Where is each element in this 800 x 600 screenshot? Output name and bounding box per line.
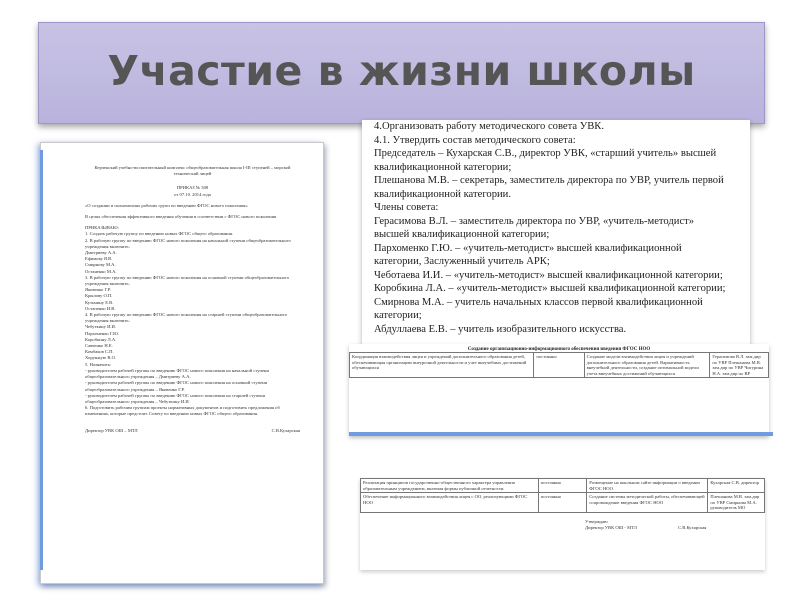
council-line: Члены совета: bbox=[374, 202, 439, 213]
table-cell: Плешанова М.В. зам.дир по УВР Смирнова М.А. руководитель МО bbox=[708, 493, 765, 513]
council-line: квалификационной категории; bbox=[374, 161, 512, 173]
signature-right: С.В.Кухарская bbox=[271, 427, 300, 433]
order-line: Дмитриеву А.А. bbox=[85, 250, 117, 256]
order-line: Пархоменко Г.Ю. bbox=[85, 330, 119, 336]
order-document-body bbox=[85, 165, 300, 434]
order-line: 1. Создать рабочую группу по введению новых ФГОС общего образования. bbox=[85, 231, 234, 237]
table-cell: Размещение на школьном сайте информации о введении ФГОС НОО. bbox=[587, 479, 708, 493]
order-line: Коробкину Л.А. bbox=[85, 336, 117, 342]
order-line: Комбаков С.П. bbox=[85, 349, 114, 355]
council-line: Герасимова В.Л. – заместитель директора по УВР, «учитель-методист» bbox=[374, 215, 695, 227]
order-line: 3. В рабочую группу по введению ФГОС нового поколения на основной ступени общеобразовательного учреждения включить: bbox=[85, 274, 290, 287]
order-line: Чебуткину И.И. bbox=[85, 324, 117, 330]
order-line: Остапенко И.В. bbox=[85, 305, 116, 311]
council-line: Чеботаева И.И. – «учитель-методист» высшей квалификационной категории; bbox=[374, 269, 723, 281]
order-line: Крылову О.П. bbox=[85, 293, 113, 299]
plan-table-1-header: Создание организационно-информационного обеспечения введения ФГОС НОО bbox=[467, 347, 651, 352]
table-row bbox=[350, 353, 769, 378]
council-line: высшей квалификационной категории; bbox=[374, 229, 550, 240]
order-title: ПРИКАЗ № 308 bbox=[176, 185, 209, 191]
page-title: Участие в жизни школы bbox=[107, 47, 696, 95]
table-cell: Герасимова В.Л. зам.дир по УВР Плешанова М.В. зам.дир по УВР Чигурина Н.А. зам.дир по ВР bbox=[710, 353, 769, 378]
table-row bbox=[361, 493, 765, 513]
order-line: - руководителем рабочей группы по введению ФГОС нового поколения на старшей ступени общеобразовательного учреждения – Чебуткину И.И. bbox=[85, 392, 266, 404]
plan-table-2-grid bbox=[360, 478, 765, 513]
approval-signer bbox=[585, 525, 765, 531]
table-cell: постоянно bbox=[538, 479, 586, 493]
table-row bbox=[361, 479, 765, 493]
order-line: Кузьмину Е.В. bbox=[85, 299, 114, 305]
council-line: Плешанова М.В. – секретарь, заместитель директора по УВР, учитель первой bbox=[374, 175, 724, 186]
council-line: Абдуллаева Е.В. – учитель изобразительного искусства. bbox=[374, 323, 627, 335]
order-line: 2. В рабочую группу по введению ФГОС нового поколения на начальной ступени общеобразовательного учреждения включить: bbox=[85, 237, 291, 249]
table-cell: постоянно bbox=[534, 353, 584, 378]
table-cell: постоянно bbox=[538, 493, 586, 513]
order-line: 6. Подготовить рабочим группам проекты нормативных документов и подготовить предложения об изменениях, которые предстоит. Совету по введению новых ФГОС общего образования. bbox=[85, 405, 280, 417]
order-line: - руководителем рабочей группы по введению ФГОС нового поколения на начальной ступени общеобразовательного учреждения – Дмитриеву А.А. bbox=[85, 367, 269, 380]
council-line: Председатель – Кухарская С.В., директор УВК, «старший учитель» высшей bbox=[374, 148, 717, 159]
school-header: Керченский учебно-воспитательный комплекс общеобразовательная школа I-III ступеней – морской технический лицей bbox=[94, 165, 291, 177]
council-lines bbox=[362, 120, 750, 336]
council-line: категории; bbox=[374, 310, 422, 321]
plan-table-1 bbox=[349, 344, 769, 436]
order-line: Хорунжую В.О. bbox=[85, 355, 117, 361]
table-cell: Создание модели взаимодействия лицея и учреждений дополнительного образования детей. Вариативность внеучебной деятельности, создание оптимальной модели учета внеучебных достижений обучающихся bbox=[584, 353, 710, 378]
council-line: 4.Организовать работу методического совета УВК. bbox=[374, 121, 604, 132]
approval-signer-left: Директор УВК ОШ - МТЛ bbox=[585, 524, 637, 530]
plan-table-2 bbox=[360, 478, 765, 570]
table-cell: Реализация принципов государственно-общественного характера управления образовательным учреждением, включая формы публичной отчетности. bbox=[361, 479, 539, 493]
approval-block bbox=[585, 519, 765, 531]
order-line: 4. В рабочую группу по введению ФГОС нового поколения на старшей ступени общеобразовательного учреждения включить: bbox=[85, 312, 288, 324]
order-line: - руководителем рабочей группы по введению ФГОС нового поколения на основной ступени общеобразовательного учреждения – Яковенко Г.Р. bbox=[85, 380, 268, 392]
table-cell: Обеспечение информационного взаимодействия лицея с ОО, реализующими ФГОС НОО bbox=[361, 493, 539, 513]
council-line: квалификационной категории. bbox=[374, 188, 511, 200]
order-line: Яковенко Г.Р. bbox=[85, 287, 111, 293]
council-text-panel bbox=[362, 120, 750, 348]
plan-table-1-grid bbox=[349, 352, 769, 378]
order-line: Ефимову Я.В. bbox=[85, 256, 113, 262]
order-command: ПРИКАЗЫВАЮ: bbox=[85, 225, 119, 231]
council-line: Коробкина Л.А. – «учитель-методист» высшей квалификационной категории; bbox=[374, 283, 726, 294]
order-document bbox=[40, 142, 324, 584]
order-lines bbox=[85, 231, 300, 417]
order-line: Савченко Н.Е. bbox=[85, 343, 113, 349]
table-cell: Координация взаимодействия лицея и учреждений дополнительного образования детей, обеспечивающая организацию внеурочной деятельности и учет внеучебных достижений обучающихся bbox=[350, 353, 534, 378]
signature-left: Директор УВК ОШ – МТЛ bbox=[85, 427, 138, 433]
order-line: Смирнову М.А. bbox=[85, 262, 116, 268]
order-signature bbox=[85, 428, 300, 434]
order-line: 5. Назначить: bbox=[85, 361, 112, 367]
council-line: Смирнова М.А. – учитель начальных классов первой квалификационной bbox=[374, 296, 703, 308]
title-banner bbox=[38, 22, 765, 124]
order-date: от 07.10. 2014 года bbox=[174, 191, 211, 197]
table-cell: Кухарская С.В. директор bbox=[708, 479, 765, 493]
order-subject: «О создании и полномочиях рабочих групп по введению ФГОС нового поколения» bbox=[85, 202, 248, 208]
table-accent-bar bbox=[349, 432, 773, 436]
left-accent-bar bbox=[40, 150, 43, 570]
council-line: Пархоменко Г.Ю. – «учитель-методист» высшей квалификационной bbox=[374, 242, 682, 254]
table-cell: Создание системы методической работы, обеспечивающей сопровождение введения ФГОС НОО bbox=[587, 493, 708, 513]
council-line: 4.1. Утвердить состав методического совета: bbox=[374, 134, 576, 146]
approval-label: Утверждаю bbox=[585, 518, 608, 524]
order-preamble: В целях обеспечения эффективного введения обучения в соответствии с ФГОС нового поколения bbox=[85, 214, 277, 220]
order-line: Останенко М.А. bbox=[85, 268, 117, 274]
approval-signer-right: С.В.Кухарская bbox=[678, 524, 707, 530]
council-line: категории, Заслуженный учитель АРК; bbox=[374, 256, 550, 267]
